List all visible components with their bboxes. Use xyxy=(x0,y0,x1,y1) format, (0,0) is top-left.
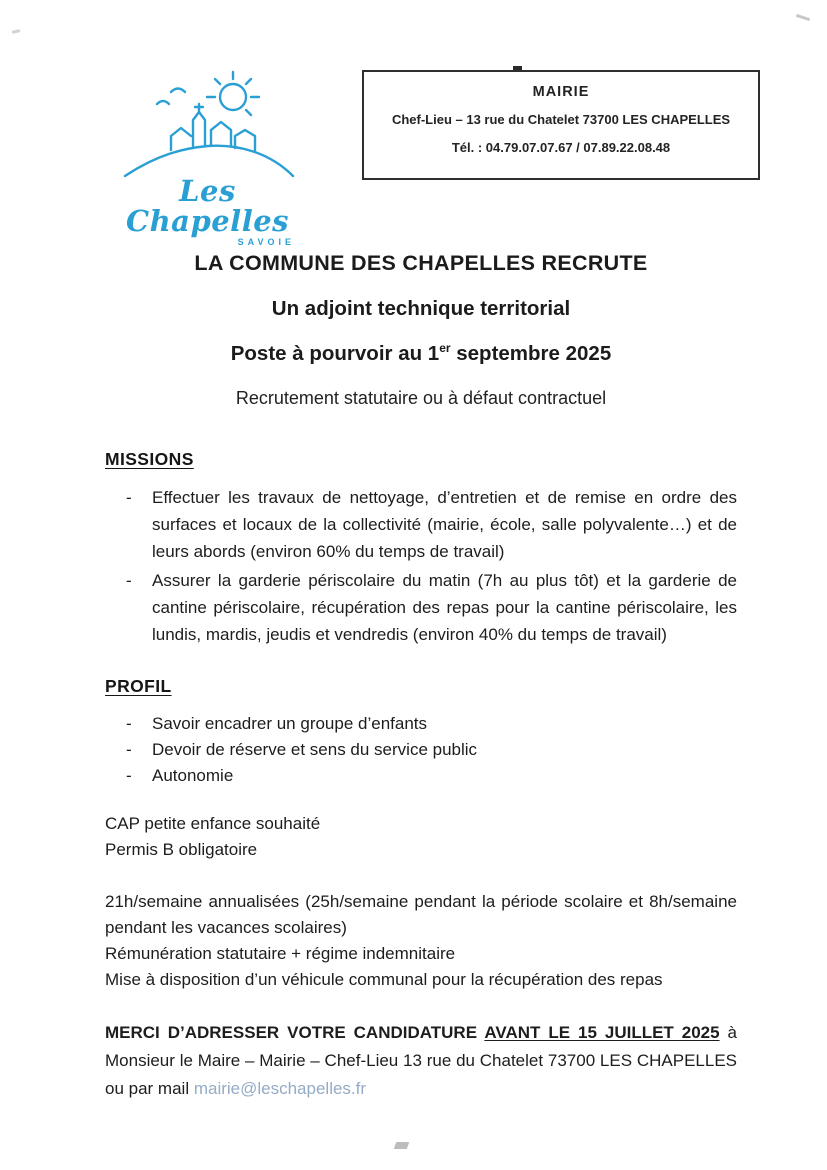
email-link[interactable]: mairie@leschapelles.fr xyxy=(193,1079,367,1098)
profil-item-text: Devoir de réserve et sens du service public xyxy=(152,740,478,759)
start-date-prefix: Poste à pourvoir au 1 xyxy=(230,342,440,365)
ordinal-superscript: er xyxy=(439,341,451,356)
dash-bullet: - xyxy=(126,766,132,785)
contact-address: Chef-Lieu – 13 rue du Chatelet 73700 LES CHAPELLES xyxy=(391,112,731,127)
profil-heading: PROFIL xyxy=(105,676,172,696)
closing-body: Monsieur le Maire – Mairie – Chef-Lieu 13 rue du Chatelet 73700 LES CHAPELLES ou par mail xyxy=(105,1051,737,1098)
missions-list xyxy=(105,484,737,648)
start-date-suffix: septembre 2025 xyxy=(450,342,612,365)
scan-artifact xyxy=(394,1142,410,1149)
profil-item-text: Autonomie xyxy=(152,766,234,785)
mission-item-text: Effectuer les travaux de nettoyage, d’entretien et de remise en ordre des surfaces et locaux de la collectivité (mairie, école, salle polyvalente…) et de leurs abords (environ 60% du temps de travail) xyxy=(152,488,737,561)
requirements-block xyxy=(105,811,737,863)
profil-item xyxy=(105,711,737,737)
closing-lead: MERCI D’ADRESSER VOTRE CANDIDATURE xyxy=(105,1023,485,1042)
village-sun-logo-icon xyxy=(113,70,303,182)
document-header xyxy=(0,0,827,247)
conditions-block xyxy=(105,889,737,993)
profil-item-text: Savoir encadrer un groupe d’enfants xyxy=(152,714,428,733)
profil-list xyxy=(105,711,737,789)
mission-item xyxy=(105,567,737,648)
profil-item xyxy=(105,763,737,789)
remuneration-line: Rémunération statutaire + régime indemnitaire xyxy=(105,944,456,963)
deadline-text: AVANT LE 15 JUILLET 2025 xyxy=(484,1023,720,1042)
logo-name: Les Chapelles xyxy=(126,174,289,238)
title-block xyxy=(105,245,737,409)
hours-line: 21h/semaine annualisées (25h/semaine pendant la période scolaire et 8h/semaine pendant les vacances scolaires) xyxy=(105,892,737,937)
mission-item xyxy=(105,484,737,565)
logo xyxy=(110,70,305,247)
vehicle-line: Mise à disposition d’un véhicule communal pour la récupération des repas xyxy=(105,970,663,989)
closing-paragraph xyxy=(105,1019,737,1103)
contact-phone: Tél. : 04.79.07.07.67 / 07.89.22.08.48 xyxy=(451,140,671,155)
dash-bullet: - xyxy=(126,714,132,733)
mairie-contact-box xyxy=(362,70,760,180)
profil-item xyxy=(105,737,737,763)
document-body xyxy=(105,245,737,1103)
missions-heading: MISSIONS xyxy=(105,449,194,469)
dash-bullet: - xyxy=(126,571,132,590)
missions-section xyxy=(105,449,737,648)
start-date-line xyxy=(105,342,737,366)
permis-line: Permis B obligatoire xyxy=(105,840,258,859)
logo-subtitle: SAVOIE xyxy=(237,237,295,247)
closing-after-deadline: à xyxy=(719,1023,737,1042)
job-title: Un adjoint technique territorial xyxy=(271,297,571,320)
cap-line: CAP petite enfance souhaité xyxy=(105,814,321,833)
page-title: LA COMMUNE DES CHAPELLES RECRUTE xyxy=(194,251,648,275)
profil-section xyxy=(105,676,737,789)
recruitment-type: Recrutement statutaire ou à défaut contractuel xyxy=(235,388,607,408)
mission-item-text: Assurer la garderie périscolaire du matin (7h au plus tôt) et la garderie de cantine périscolaire, récupération des repas pour la cantine périscolaire, les lundis, mardis, jeudis et vendredis (environ 40% du temps de travail) xyxy=(152,571,737,644)
dash-bullet: - xyxy=(126,740,132,759)
dash-bullet: - xyxy=(126,488,132,507)
contact-box-title: MAIRIE xyxy=(532,84,590,100)
